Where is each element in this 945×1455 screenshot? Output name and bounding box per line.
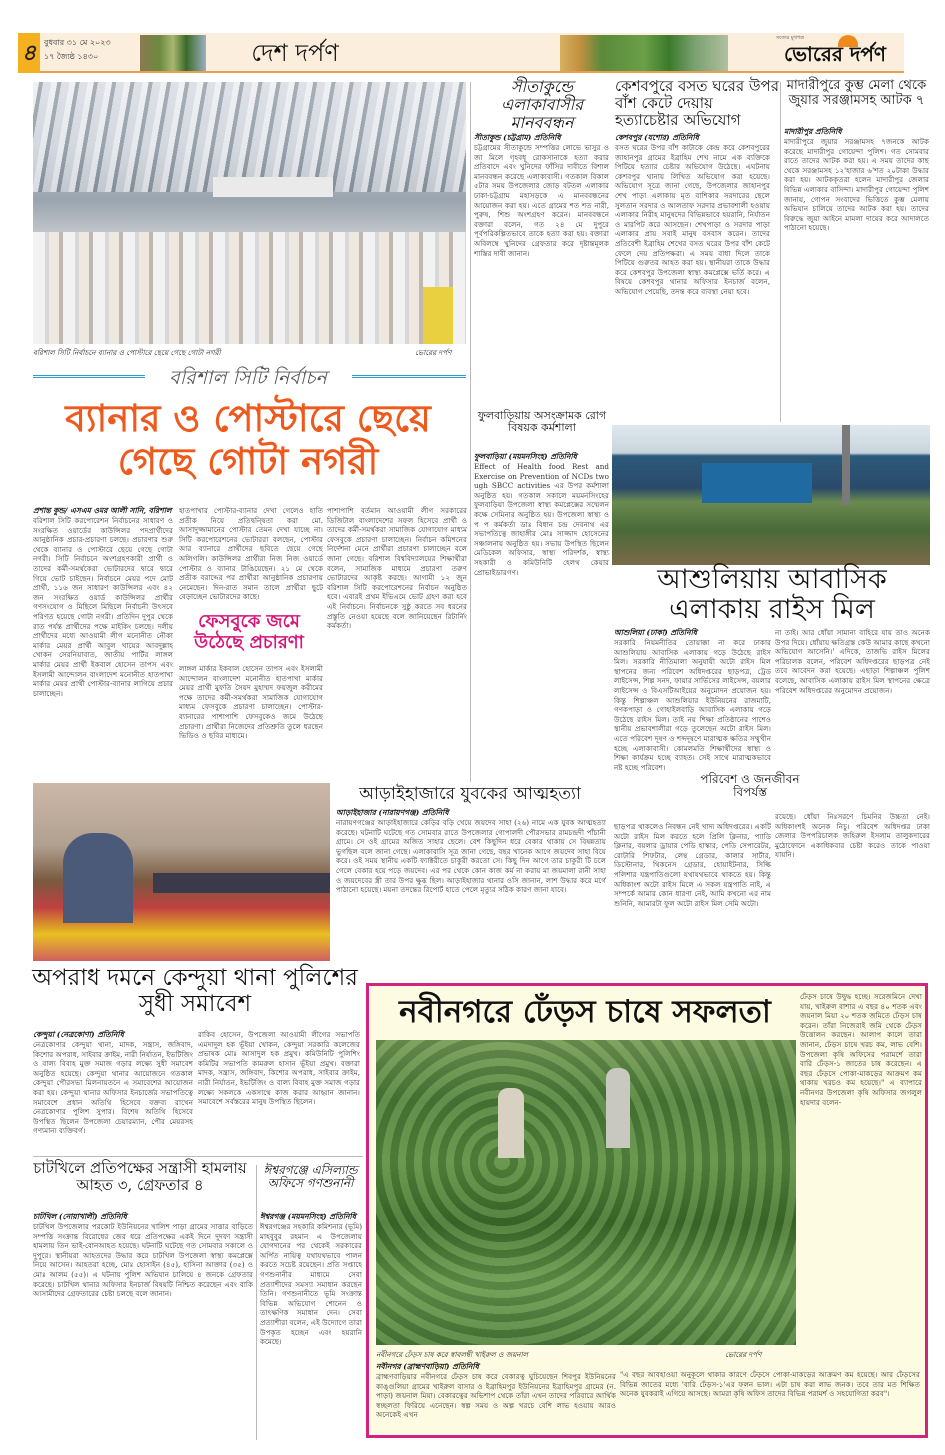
kicker-rule-left (33, 375, 145, 378)
lead-body-col-3-text: পাশাপাশি বর্তমান আওয়ামী লীগ সরকারের ডিজিটাল বাংলাদেশের সফল হিসেবে প্রার্থী ও তাদের কর্মী-সমর্থকরা সামাজিক যোগাযোগ মাধ্যম ফেসবুকে প্রচারণা চালাচ্ছেন। নির্বাচন কমিশনের নির্দেশনা মেনে প্রার্থীরা প্রচারণা চালাচ্ছেন বলে জানা গেছে। বরিশাল বিশ্ববিদ্যালয়ের শিক্ষার্থীরা বলেন, সামাজিক মাধ্যমে প্রচারণা তরুণ ভোটারদের আকৃষ্ট করছে। আগামী ১২ জুন বরিশাল সিটি করপোরেশনের নির্বাচন অনুষ্ঠিত হবে। এবারই প্রথম ইভিএমে ভোট গ্রহণ করা হবে এই নির্বাচনে। নির্বাচনকে সুষ্ঠু করতে সব ধরনের প্রস্তুতি নেওয়া হয়েছে বলে জানিয়েছেন রিটার্নিং কর্মকর্তা। (327, 506, 467, 631)
kendua-headline: অপরাধ দমনে কেন্দুয়া থানা পুলিশের সুধী সমাবেশ (32, 965, 358, 1017)
phulbaria-headline: ফুলবাড়িয়ায় অসংক্রামক রোগ বিষয়ক কর্মশালা (477, 409, 607, 435)
ishwarganj-byline: ঈশ্বরগঞ্জ (ময়মনসিংহ) প্রতিনিধি (260, 1212, 356, 1221)
paper-tagline: সত্যের মুখপত্র (776, 35, 804, 41)
okra-photo-credit: ভোরের দর্পণ (725, 1350, 762, 1359)
lead-kicker: বরিশাল সিটি নির্বাচন (169, 367, 327, 389)
kendua-body-2: রাকিব হোসেন, উপজেলা আওয়ামী লীগের সভাপতি এমদাদুল হক ভূঁইয়া খোকন, কেন্দুয়া সরকারি কলেজের প্রভাষক মোঃ আসাদুল হক প্রমুখ। কমিউনিটি পুলিশিং কমিটির সভাপতি কামরুল হাসান ভূঁইয়া প্রমুখ। বক্তারা মাদক, সন্ত্রাস, জঙ্গিবাদ, কিশোর অপরাধ, সাইবার ক্রাইম, নারী নির্যাতন, ইভটিজিং ও বাল্য বিবাহ মুক্ত সমাজ গড়ার লক্ষ্যে সকলকে একসাথে কাজ করার আহ্বান জানান। সমাবেশে সর্বস্তরের মানুষ উপস্থিত ছিলেন। (198, 1030, 360, 1107)
keshabpur-byline: কেশবপুর (যশোর) প্রতিনিধি (615, 133, 699, 142)
date-gregorian: বুধবার ৩১ মে ২০২৩ (44, 38, 111, 47)
section-divider (33, 1156, 363, 1157)
chatkhil-body: চাটখিল উপজেলার পরকোট ইউনিয়নের খালিশ পাড়া গ্রামের সাত্তার বাড়িতে সম্পত্তি সংক্রান্ত বিরোধের জের ধরে প্রতিপক্ষের একই দিনে দুদফা সন্ত্রাসী হামলায় তিন ভাই-বোনআহত হয়েছে। ঘটনাটি ঘটেছে গত সোমবার সকালে ও দুপুরে। স্থানীয়রা আহতদের উদ্ধার করে চাটখিল উপজেলা স্বাস্থ্য কমপ্লেক্সে নিয়ে আসেন। আহতরা হচ্ছে, মোঃ হোসাইন (৪৫), হাসিনা আক্তার (৩৫) ও মোঃ আলম (৫৫)। এ ঘটনায় পুলিশ অভিযান চালিয়ে ৪ জনকে গ্রেফতার করেছে। চাটখিল থানার অফিসার ইনচার্জ বিষয়টি নিশ্চিত করেছেন এবং বাকি আসামীদের গ্রেফতারের চেষ্টা চলছে বলে জানান। (33, 1222, 253, 1299)
ishwarganj-headline: ঈশ্বরগঞ্জে এসিল্যান্ড অফিসে গণশুনানী (263, 1163, 358, 1191)
okra-field-photo (376, 1040, 796, 1345)
lead-body-col-1-text: বরিশাল সিটি করপোরেশন নির্বাচনের সাধারণ ও সংরক্ষিত ওয়ার্ডের কাউন্সিলর পদপ্রার্থীদের আনুষ্ঠানিক প্রচার-প্রচারণা চলছে। প্রচারণার শুরু থেকে ব্যানার ও পোস্টারে ছেয়ে গেছে গোটা নগরী। সিটি নির্বাচনে অংশগ্রহণকারী প্রার্থী ও তাদের কর্মী-সমর্থকেরা ভোটারদের দ্বারে দ্বারে গিয়ে ভোট চাইছেন। নির্বাচনে মেয়র পদে মোট প্রার্থী, ১১৬ জন সাধারণ কাউন্সিলর এবং ৪২ জন সংরক্ষিত ওয়ার্ড কাউন্সিলর প্রার্থীর গণসংযোগ ও মিছিলে মিছিলে নির্বাচনী উৎসবে পরিণত হয়েছে গোটা নগরী। প্রতিদিন দুপুর থেকে রাত পর্যন্ত প্রার্থীদের পক্ষে মাইকিং চলছে। দলীয় প্রার্থীদের মধ্যে আওয়ামী লীগ মনোনীত নৌকা মার্কার মেয়র প্রার্থী আবুল খায়ের আবদুল্লাহ খোকন সেরনিয়াবাত, জাতীয় পার্টির লাঙ্গল মার্কার মেয়র প্রার্থী ইকবাল হোসেন তাপস এবং ইসলামী আন্দোলন বাংলাদেশ মনোনীত হাতপাখা মার্কার মেয়র প্রার্থী পোস্টার-ব্যানার লাগিয়ে প্রচার চালাচ্ছেন। (33, 516, 173, 698)
keshabpur-body: বসত ঘরের উপর বাঁশ কাটাকে কেন্দ্র করে কেশবপুরের জাহানপুর গ্রামের ইব্রাহিম শেখ নামে এক ব্যক্তিকে পিটিয়ে হত্যার চেষ্টার অভিযোগ উঠেছে। এঘটনায় কেশবপুর থানায় লিখিত অভিযোগ করা হয়েছে। অভিযোগ সূত্রে জানা গেছে, উপজেলার জাহানপুর শেখ পাড়া এলাকায় মৃত বাশিকার সরদারের ছেলে সুলতান সরদার ও আলতাফ সরদার প্রভাবশালী হওয়ায় এলাকার নিরীহ মানুষদের বিভিন্নভাবে হয়রানি, নির্যাতন ও মারপিট করে আসছেন। শেখপাড়া ও সরদার পাড়া এলাকার প্রায় সবাই মানুষ বসবাস করেন। তাদের প্রতিবেশী ইব্রাহিম শেখের বসত ঘরের উপর বাঁশ কেটে ফেলে দেয় প্রতিপক্ষরা। এ সময় বাধা দিলে তাকে পিটিয়ে গুরুতর আহত করা হয়। স্থানীয়রা তাকে উদ্ধার করে কেশবপুর উপজেলা স্বাস্থ্য কমপ্লেক্সে ভর্তি করে। এ বিষয়ে কেশবপুর থানার অফিসার ইনচার্জ বলেন, অভিযোগ পেয়েছি, তদন্ত করে ব্যবস্থা নেয়া হবে। (615, 143, 770, 296)
ashulia-headline: আশুলিয়ায় আবাসিক এলাকায় রাইস মিল (657, 564, 887, 626)
lead-story-col-3 (327, 506, 467, 776)
nabinagar-body-2: ঢেঁড়স চাষে উদ্বুদ্ধ হচ্ছে। সরেজমিনে দেখা যায়, খাইরুল বাশার এ বছর ৪০ শতক এবং জয়নাল মিয়া ২০ শতক জমিতে ঢেঁড়স চাষ করেন। তাঁরা নিজেরাই জমি থেকে ঢেঁড়স উত্তোলন করছেন। আলাপ কালে তারা জানান, ঢেঁড়স চাষে খরচ কম, লাভ বেশি। উপজেলা কৃষি অফিসের পরামর্শে তারা বারি ঢেঁড়স-১ জাতের চাষ করেছেন। এ বছর ঢেঁড়সে পোকা-মাকড়ের আক্রমণ কম থাকায় খরচও কম হয়েছে।" এ ব্যাপারে নবীনগর উপজেলা কৃষি অফিসার জগলুল হায়দার বলেন- (800, 992, 922, 1107)
ashulia-story-col-1 (614, 628, 771, 778)
araihazar-byline: আড়াইহাজার (নারায়ণগঞ্জ) প্রতিনিধি (336, 808, 449, 817)
sitakunda-byline: সীতাকুন্ড (চট্টগ্রাম) প্রতিনিধি (474, 133, 561, 142)
chatkhil-byline: চাটখিল (নোয়াখালী) প্রতিনিধি (33, 1212, 127, 1221)
paper-name: ভোরের দর্পণ (784, 42, 886, 66)
ashulia-byline: আশুলিয়া (ঢাকা) প্রতিনিধি (614, 628, 698, 637)
lead-photo-caption: বরিশাল সিটি নির্বাচনে ব্যানার ও পোস্টারে ছেয়ে গেছে গোটা নগরী (33, 348, 221, 357)
keshabpur-story (615, 133, 770, 423)
column-divider (470, 82, 471, 782)
ashulia-body-2: না তাই। আর ধোঁয়া সামান্য বাহিরে যায় তাও অনেক উপর দিয়ে। ধোঁয়ায় ক্ষতিগ্রস্ত কেউ আমার কাছে কখনো অভিযোগ আসেনি।' এদিকে, তাজভি রাইস মিলের পরিচালক বলেন, পরিবেশ অধিদপ্তরের ছাড়পত্র নেই তবে আবেদন করা হয়েছে। এছাড়া শিল্পাঞ্চল পুলিশ বলেছে, আবাসিক এলাকায় রাইস মিল স্থাপনের ক্ষেত্রে পরিবেশ অধিদপ্তরের অনুমোদন প্রয়োজন। (775, 628, 930, 695)
madaripur-body: মাদারীপুরে জুয়ার সরঞ্জামসহ ৭জনকে আটক করেছে মাদারীপুর গোয়েন্দা পুলিশ। গত সোমবার রাতে তাদের আটক করা হয়। এ সময় তাদের কাছ থেকে সরঞ্জামসহ ১২'হাজার ৬'শত ২০টাকা উদ্ধার করা হয়। আটককৃতরা হলেন মাদারীপুর জেলার বিভিন্ন এলাকার বাসিন্দা। মাদারীপুর গোয়েন্দা পুলিশ জানায়, গোপন সংবাদের ভিত্তিতে কুম্ভ মেলায় অভিযান চালিয়ে তাদের আটক করা হয়। তাদের বিরুদ্ধে জুয়া আইনে মামলা দায়ের করে আদালতে পাঠানো হয়েছে। (784, 137, 929, 233)
kicker-rule-right (352, 375, 466, 378)
lead-story-col-1 (33, 506, 173, 776)
lead-story-col-2-top (179, 506, 323, 610)
nabinagar-quote (620, 1370, 920, 1432)
chatkhil-story (33, 1212, 253, 1440)
madaripur-headline: মাদারীপুরে কুম্ভ মেলা থেকে জুয়ার সরঞ্জামসহ আটক ৭ (786, 78, 927, 108)
kendua-story-col-1 (33, 1030, 193, 1152)
chatkhil-headline: চাটখিলে প্রতিপক্ষের সন্ত্রাসী হামলায় আহত ৩, গ্রেফতার ৪ (33, 1159, 247, 1194)
masthead-photo-strip-left (140, 35, 206, 71)
araihazar-headline: আড়াইহাজারে যুবকের আত্মহত্যা (359, 784, 581, 804)
lead-story-col-2-bottom (179, 664, 323, 776)
nabinagar-quote-text: "এ বছর আবহাওয়া অনুকূলে থাকার কারণে ঢেঁড়সে পোকা-মাকড়ের আক্রমণ কম হয়েছে। আর ঢেঁড়সের বিভিন্ন জাতের মধ্যে 'বারি ঢেঁড়স-১'এর ফলন ভাল। এটা চাষ করা লাভ জনক। তবে তার মত শিক্ষিত অনেক যুবকরাই এগিয়ে আসছে। আমরা কৃষি অফিস তাদের বিভিন্ন পরামর্শ ও সহযোগিতা করব"। (620, 1370, 920, 1399)
phulbaria-story (474, 452, 609, 778)
lead-byline: প্রশান্ত কুন্ড/ এসএম ওমর আলী সানি, বরিশাল (33, 506, 172, 515)
kendua-body-1: নেত্রকোণার কেন্দুয়া থানা, মাদক, সন্ত্রাস, জঙ্গিবাদ, কিশোর অপরাধ, সাইবার ক্রাইম, নারী নির্যাতন, ইভটিজিং ও বাল্য বিবাহ মুক্ত সমাজ গড়ার লক্ষ্যে সুধী সমাবেশ অনুষ্ঠিত হয়েছে। কেন্দুয়া থানার আয়োজনে গতকাল কেন্দুয়া পৌরসভা মিলনায়তনে এ সমাবেশের আয়োজন করা হয়। কেন্দুয়া থানার অফিসার ইনচার্জের সভাপতিত্বে সমাবেশে প্রধান অতিথি হিসেবে বক্তব্য রাখেন নেত্রকোণার পুলিশ সুপার। বিশেষ অতিথি হিসেবে উপস্থিত ছিলেন উপজেলা চেয়ারম্যান, পৌর মেয়রসহ গণ্যমান্য ব্যক্তিবর্গ। (33, 1040, 193, 1136)
ashulia-body-3: ছাড়পত্র থাকলেও নিবন্ধন নেই খাদ্য অধিদপ্তরের। একটি অটো রাইস মিল করতে হলে প্রিলি ক্লিনার, প্যাডি ক্লিনার, বয়লার ড্রায়ার পেডি হাস্কার, পেডি সেপারেটর, রোটারি শিফটার, লেন্থ গ্রেডার, কালার সার্টার, ডিস্টোনার, থিকনেস গ্রেডার, হোয়াইটনার, সিল্কি পলিশার যন্ত্রপাতিগুলো যথাযথভাবে থাকতে হয়। কিন্তু অধিকাংশ অটো রাইস মিলে এ সকল যন্ত্রপাতি নাই, এ সম্পর্কে আমার কোন ধারণা নেই, আমি কখনো এর নাম শুনিনি, আমারটা ফুল অটো রাইস মিল সেমি অটো। (614, 822, 771, 908)
sitakunda-headline: সীতাকুন্ডে এলাকাবাসীর মানববন্ধন (500, 77, 584, 132)
nabinagar-headline: নবীনগরে ঢেঁড়স চাষে সফলতা (399, 994, 771, 1030)
date-block (44, 36, 134, 64)
rice-mill-photo (612, 425, 930, 565)
okra-photo-caption: নবীনগরে ঢেঁড়স চাষ করে স্বাবলম্বী খাইরুল ও জয়নাল (376, 1350, 529, 1359)
araihazar-story (336, 808, 606, 978)
araihazar-body: নারায়ণগঞ্জের আড়াইহাজারে কেড়ির বড়ি খেয়ে জয়দেব সাহা (২৬) নামে এক যুবক আত্মহত্যা করেছে। ঘটনাটি ঘটেছে গত সোমবার রাতে উপজেলার গোপালদী পৌরসভার রামচন্দ্রদী পাঁচানী গ্রামে। সে ওই গ্রামের অজিত সাহার ছেলে। বেশ কিছুদিন ধরে বেকার থাকায় সে বিষন্নতায় ভুগছিল বলে জানা গেছে। এলাকাবাসি সূত্র জানা গেছে, বছর খানেক আগে জয়দেব সাহা বিয়ে করে। ওই সময় স্থানীয় একটি ফ্যাক্টরীতে চাকুরী করতো সে। কিছু দিন আগে তার চাকুরী টি চলে গেলে বেকার হয়ে পড়ে জয়দেব। এর পর থেকে কোন কাজ কর্ম না করায় মা জয়মালা রানী সাহা ও জয়দেবের স্ত্রী তার উপর ক্ষুব্ধ ছিল। আড়াইহাজার থানার ওসি জানান, লাশ উদ্ধার করে মর্গে পাঠানো হয়েছে। ময়না তদন্তের রিপোর্ট হাতে পেলে মৃত্যুর সঠিক কারণ জানা যাবে। (336, 818, 606, 895)
phulbaria-body: Effect of Health food Rest and Exercise on Prevention of NCDs two ugh SBCC activities এর উপর কর্মশালা অনুষ্ঠিত হয়। গতকাল সকালে ময়মনসিংহের ফুলবাড়িয়া উপজেলা স্বাস্থ্য কমপ্লেক্সের সম্মেলন কক্ষে সেমিনার অনুষ্ঠিত হয়। উপজেলা স্বাস্থ্য ও প প কর্মকর্তা ডাঃ বিধান চন্দ্র দেবনাথ এর সভাপতিত্বে জাহাঙ্গীর মোঃ সাজ্জাদ হোসেনের সঞ্চালনায় অনুষ্ঠিত হয়। সভায় উপস্থিত ছিলেন মেডিকেল অফিসার, স্বাস্থ্য পরিদর্শক, স্বাস্থ্য সহকারী ও কমিউনিটি হেলথ কেয়ার প্রোভাইডারগণ। (474, 462, 609, 577)
section-title: দেশ দর্পণ (251, 39, 339, 67)
column-divider (256, 1165, 257, 1440)
keshabpur-headline: কেশবপুরে বসত ঘরের উপর বাঁশ কেটে দেয়ায় হত্যাচেষ্টার অভিযোগ (615, 77, 779, 129)
ashulia-subheadline: পরিবেশ ও জনজীবন বিপর্যস্ত (700, 772, 800, 800)
ishwarganj-story (260, 1212, 362, 1440)
column-divider (780, 82, 781, 422)
nabinagar-byline: নবীনগর (ব্রাহ্মণবাড়িয়া) প্রতিনিধি (376, 1362, 479, 1371)
ashulia-story-col-4 (775, 812, 930, 972)
phulbaria-byline: ফুলবাড়িয়া (ময়মনসিংহ) প্রতিনিধি (474, 452, 577, 461)
facebook-subheadline: ফেসবুকে জমে উঠেছে প্রচারণা (194, 611, 304, 653)
nabinagar-story-col-2 (800, 992, 922, 1362)
masthead-photo-strip-right (560, 35, 728, 71)
ashulia-body-4: রয়েছে। ধোঁয়া নিঃসরণে চিমনির উচ্চতা নেই। অধিকাংশই অনেক নিচু। পরিবেশ অধিদপ্তর ঢাকা জেলার উপপরিচালক জহিরুল ইসলাম তালুকদারের মুঠোফোনে একাধিকবার চেষ্টা করেও তাকে পাওয়া যায়নি। (775, 812, 930, 860)
ishwarganj-body: ঈশ্বরগঞ্জের সহকারি কমিশনার (ভূমি) মাহবুবুর রহমান এ উপজেলায় যোগদানের পর থেকেই সরকারের অর্পিত নায়িত্ব যথাযথভাবে পালন করতে সচেষ্ট রয়েছেন। প্রতি সপ্তাহে গণশুনানীর মাধ্যমে সেবা প্রত্যাশীদের সমস্যা সমাধান করছেন তিনি। গণশুনানীতে ভূমি সংক্রান্ত বিভিন্ন অভিযোগ শোনেন ও তাৎক্ষণিক সমাধান দেন। সেবা প্রত্যাশীরা বলেন, এই উদ্যোগে তারা উপকৃত হচ্ছেন এবং হয়রানি কমেছে। (260, 1222, 362, 1347)
kendua-byline: কেন্দুয়া (নেত্রকোণা) প্রতিনিধি (33, 1030, 124, 1039)
lead-photo-credit: ভোরের দর্পণ (415, 348, 452, 357)
sitakunda-story (474, 133, 609, 405)
sitakunda-body: চট্টগ্রামের সীতাকুন্ডে সম্পত্তির লোভে ভাসুর ও জা মিলে গৃহবধূ রোকসানাকে হত্যা করার প্রতিবাদে এবং খুনিদের ফাঁসির দাবীতে বিশাল মানববন্ধন করেছে এলাকাবাসী। গতকাল বিকাল ৫টার সময় উপজেলার জোড় বটতল এলাকার ঢাকা-চট্টগ্রাম মহাসড়কে এ মানববন্ধনের আয়োজন করা হয়। এতে গ্রামের শত শত নারী, পুরুষ, শিশু অংশগ্রহণ করেন। মানববন্ধনে বক্তারা বলেন, গত ২৪ মে দুপুরে পূর্বপরিকল্পিতভাবে তাকে হত্যা করা হয়। বক্তারা অবিলম্বে খুনিদের গ্রেফতার করে দৃষ্টান্তমূলক শাস্তির দাবী জানান। (474, 143, 609, 258)
page-number: ৪ (18, 33, 40, 73)
lead-photo-rally (33, 82, 466, 344)
nabinagar-body-1: ব্রাহ্মণবাড়িয়ার নবীনগরে ঢেঁড়স চাষ করে বেকারত্ব ঘুচিয়েছেন শিবপুর ইউনিয়নের কাঙ্গুলিয়া গ্রামের খাইরুল বাসার ও ইব্রাহিমপুর ইউনিয়নের ইব্রাহিমপুর গ্রামের (ন. পাড়া) জয়নাল মিয়া। বেকারত্বের অভিশাপ থেকে তাঁরা এখন তাদের পরিবারে আর্থিক স্বচ্ছলতা ফিরিয়ে এনেছেন। স্বল্প সময় ও অল্প খরচে বেশি লাভ হওয়ায় আরও অনেকেই এখন (376, 1372, 616, 1420)
madaripur-story (784, 127, 929, 420)
kendua-story-col-2 (198, 1030, 360, 1152)
madaripur-byline: মাদারীপুর প্রতিনিধি (784, 127, 842, 136)
lead-headline: ব্যানার ও পোস্টারে ছেয়ে গেছে গোটা নগরী (65, 397, 431, 483)
kendua-meeting-photo (33, 783, 330, 961)
nabinagar-story-col-1 (376, 1362, 616, 1432)
ashulia-body-1: সরকারি নিয়মনীতির তোয়াক্কা না করে ঢাকার আশুলিয়ায় আবাসিক এলাকায় গড়ে উঠেছে রাইস মিল। সরকারি নীতিমালা অনুযায়ী অটো রাইস মিল স্থাপনের জন্য পরিবেশ অধিদপ্তরের ছাড়পত্র, ট্রেড লাইসেন্স, শিল্প সনদ, ফায়ার সার্ভিসের লাইসেন্স, বয়লার লাইসেন্স ও বিএসটিআইয়ের অনুমোদন প্রয়োজন হয়। কিন্তু শিল্পাঞ্চল আশুলিয়ার ইউনিয়নের রাজমাটি, গণকপাড়া ও গোহাইলবাড়ি আবাসিক এলাকায় গড়ে উঠেছে রাইস মিল। তাই নয় শিক্ষা প্রতিষ্ঠানের পাশেও স্থানীয় প্রভাবশালীরা গড়ে তুলেছেন অটো রাইস মিল। এতে পরিবেশ দূষণ ও শব্দদূষণে মারাত্মক ক্ষতির সম্মুখীন হচ্ছে এলাকাবাসী। কোমলমতি শিক্ষার্থীদের স্বাস্থ্য ও শিক্ষা কার্যক্রম হচ্ছে ব্যাহত। সেই সাথে মারাত্মকভাবে নষ্ট হচ্ছে পরিবেশ। (614, 638, 771, 772)
lead-body-col-2-text: হাতপাখার পোস্টার-ব্যানার দেখা গেলেও হাতি প্রতীক নিয়ে প্রতিদ্বন্দ্বিতা করা মো. আসাদুজ্জামানের পোস্টার তেমন দেখা যাচ্ছে না। সিটি করপোরেশনের ভোটাররা বলছেন, পোস্টার আর ব্যানারে প্রার্থীদের ছবিতে ছেয়ে গেছে অলিগলি। কাউন্সিলর প্রার্থীরা নিজ নিজ ওয়ার্ডে পোস্টার ও ব্যানার টাঙিয়েছেন। ২১ মে থেকে প্রতীক বরাদ্দের পর প্রার্থীরা আনুষ্ঠানিক প্রচারণায় নেমেছেন। দিন-রাত সমান তালে প্রার্থীরা ছুটে বেড়াচ্ছেন ভোটারদের কাছে। (179, 506, 323, 602)
ashulia-story-col-3 (614, 822, 771, 970)
date-bengali: ১৭ জ্যৈষ্ঠ ১৪৩০ (44, 52, 99, 61)
lead-body-col-2b-text: লাঙ্গল মার্কার ইকবাল হোসেন তাপস এবং ইসলামী আন্দোলন বাংলাদেশ মনোনীত হাতপাখা মার্কার মেয়র প্রার্থী মুফতি সৈয়দ মুহাম্মদ ফয়জুল করীমের পক্ষে তাদের কর্মী-সমর্থকরা সামাজিক যোগাযোগ মাধ্যম ফেসবুকে প্রচারণা চালাচ্ছেন। পোস্টার-ব্যানারের পাশাপাশি ফেসবুকেও জমে উঠেছে প্রচারণা। প্রার্থীরা নিজেদের প্রতিশ্রুতি তুলে ধরছেন ভিডিও ও ছবির মাধ্যমে। (179, 664, 323, 741)
